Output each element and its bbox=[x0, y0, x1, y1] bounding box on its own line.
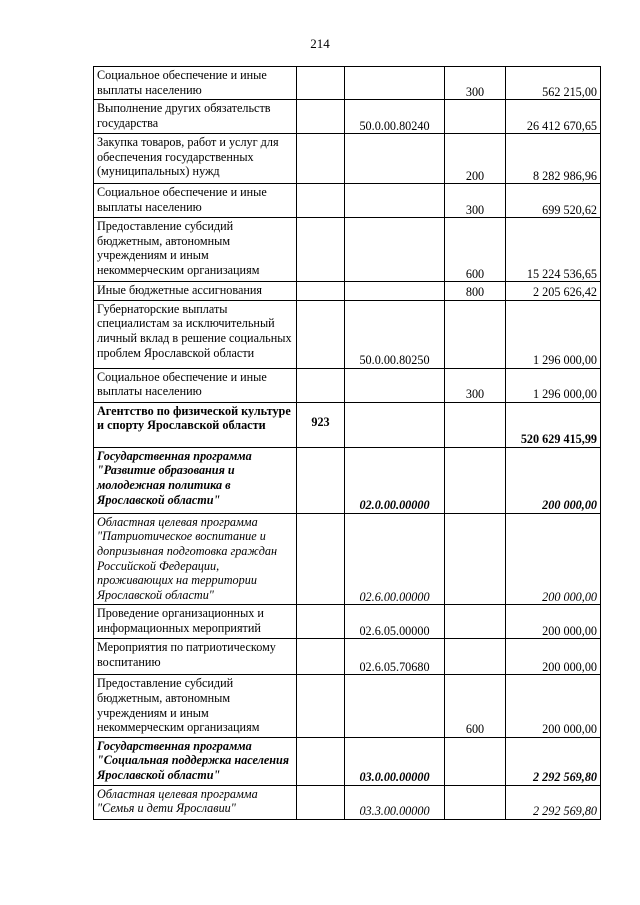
row-target-cell bbox=[345, 368, 445, 402]
row-type-cell bbox=[445, 402, 506, 447]
row-target-cell: 02.0.00.00000 bbox=[345, 447, 445, 513]
row-target-cell: 02.6.05.70680 bbox=[345, 639, 445, 675]
table-row bbox=[94, 134, 601, 184]
table-row bbox=[94, 218, 601, 282]
row-target-cell bbox=[345, 402, 445, 447]
table-row bbox=[94, 300, 601, 368]
row-name-cell: Закупка товаров, работ и услуг для обеспечения государственных (муниципальных) нужд bbox=[94, 134, 297, 184]
table-row bbox=[94, 785, 601, 819]
row-sum-cell: 2 292 569,80 bbox=[506, 737, 601, 785]
row-sum-cell: 2 292 569,80 bbox=[506, 785, 601, 819]
row-name-cell: Предоставление субсидий бюджетным, автономным учреждениям и иным некоммерческим организациям bbox=[94, 218, 297, 282]
row-name-cell: Областная целевая программа "Семья и дети Ярославии" bbox=[94, 785, 297, 819]
table-row bbox=[94, 639, 601, 675]
row-target-cell bbox=[345, 282, 445, 301]
row-name-cell: Социальное обеспечение и иные выплаты населению bbox=[94, 368, 297, 402]
row-type-cell bbox=[445, 737, 506, 785]
row-type-cell: 300 bbox=[445, 184, 506, 218]
row-code-cell bbox=[297, 675, 345, 737]
row-name-cell: Предоставление субсидий бюджетным, автономным учреждениям и иным некоммерческим организациям bbox=[94, 675, 297, 737]
row-type-cell: 600 bbox=[445, 675, 506, 737]
row-code-cell bbox=[297, 184, 345, 218]
row-target-cell: 02.6.05.00000 bbox=[345, 605, 445, 639]
row-name-cell: Социальное обеспечение и иные выплаты населению bbox=[94, 67, 297, 100]
row-type-cell bbox=[445, 300, 506, 368]
row-sum-cell: 200 000,00 bbox=[506, 675, 601, 737]
row-target-cell: 50.0.00.80250 bbox=[345, 300, 445, 368]
budget-table bbox=[93, 66, 601, 820]
table-row bbox=[94, 67, 601, 100]
row-sum-cell: 15 224 536,65 bbox=[506, 218, 601, 282]
row-name-cell: Агентство по физической культуре и спорту Ярославской области bbox=[94, 402, 297, 447]
row-name-cell: Государственная программа "Социальная поддержка населения Ярославской области" bbox=[94, 737, 297, 785]
row-code-cell bbox=[297, 100, 345, 134]
row-name-cell: Губернаторские выплаты специалистам за исключительный личный вклад в решение социальных проблем Ярославской области bbox=[94, 300, 297, 368]
row-type-cell bbox=[445, 513, 506, 605]
row-target-cell bbox=[345, 134, 445, 184]
row-target-cell bbox=[345, 184, 445, 218]
row-sum-cell: 699 520,62 bbox=[506, 184, 601, 218]
row-target-cell: 03.3.00.00000 bbox=[345, 785, 445, 819]
row-type-cell: 800 bbox=[445, 282, 506, 301]
row-name-cell: Выполнение других обязательств государства bbox=[94, 100, 297, 134]
table-row bbox=[94, 100, 601, 134]
row-name-cell: Иные бюджетные ассигнования bbox=[94, 282, 297, 301]
row-sum-cell: 200 000,00 bbox=[506, 513, 601, 605]
page-number: 214 bbox=[310, 36, 330, 51]
row-sum-cell: 200 000,00 bbox=[506, 605, 601, 639]
row-type-cell: 600 bbox=[445, 218, 506, 282]
row-target-cell: 03.0.00.00000 bbox=[345, 737, 445, 785]
row-type-cell bbox=[445, 785, 506, 819]
row-name-cell: Государственная программа "Развитие образования и молодежная политика в Ярославской области" bbox=[94, 447, 297, 513]
row-target-cell: 50.0.00.80240 bbox=[345, 100, 445, 134]
row-code-cell bbox=[297, 513, 345, 605]
row-code-cell bbox=[297, 368, 345, 402]
row-sum-cell: 520 629 415,99 bbox=[506, 402, 601, 447]
row-target-cell bbox=[345, 218, 445, 282]
row-code-cell: 923 bbox=[297, 402, 345, 447]
table-row bbox=[94, 605, 601, 639]
table-row bbox=[94, 513, 601, 605]
row-sum-cell: 26 412 670,65 bbox=[506, 100, 601, 134]
table-row bbox=[94, 282, 601, 301]
row-sum-cell: 1 296 000,00 bbox=[506, 368, 601, 402]
row-code-cell bbox=[297, 447, 345, 513]
row-name-cell: Областная целевая программа "Патриотическое воспитание и допризывная подготовка граждан Российской Федерации, проживающих на территории Ярославской области" bbox=[94, 513, 297, 605]
row-code-cell bbox=[297, 785, 345, 819]
budget-table-body bbox=[94, 67, 601, 820]
table-row bbox=[94, 737, 601, 785]
row-sum-cell: 200 000,00 bbox=[506, 639, 601, 675]
row-sum-cell: 200 000,00 bbox=[506, 447, 601, 513]
table-row bbox=[94, 368, 601, 402]
row-sum-cell: 1 296 000,00 bbox=[506, 300, 601, 368]
row-type-cell bbox=[445, 100, 506, 134]
row-code-cell bbox=[297, 282, 345, 301]
row-target-cell: 02.6.00.00000 bbox=[345, 513, 445, 605]
row-code-cell bbox=[297, 67, 345, 100]
row-sum-cell: 2 205 626,42 bbox=[506, 282, 601, 301]
row-code-cell bbox=[297, 605, 345, 639]
row-name-cell: Мероприятия по патриотическому воспитанию bbox=[94, 639, 297, 675]
row-type-cell bbox=[445, 605, 506, 639]
row-name-cell: Проведение организационных и информационных мероприятий bbox=[94, 605, 297, 639]
row-code-cell bbox=[297, 134, 345, 184]
table-row bbox=[94, 447, 601, 513]
row-sum-cell: 562 215,00 bbox=[506, 67, 601, 100]
row-name-cell: Социальное обеспечение и иные выплаты населению bbox=[94, 184, 297, 218]
row-type-cell: 200 bbox=[445, 134, 506, 184]
row-target-cell bbox=[345, 67, 445, 100]
row-type-cell: 300 bbox=[445, 67, 506, 100]
row-code-cell bbox=[297, 218, 345, 282]
row-target-cell bbox=[345, 675, 445, 737]
row-code-cell bbox=[297, 639, 345, 675]
row-type-cell bbox=[445, 639, 506, 675]
table-row bbox=[94, 402, 601, 447]
row-type-cell bbox=[445, 447, 506, 513]
row-type-cell: 300 bbox=[445, 368, 506, 402]
row-sum-cell: 8 282 986,96 bbox=[506, 134, 601, 184]
table-row bbox=[94, 184, 601, 218]
row-code-cell bbox=[297, 300, 345, 368]
row-code-cell bbox=[297, 737, 345, 785]
table-row bbox=[94, 675, 601, 737]
